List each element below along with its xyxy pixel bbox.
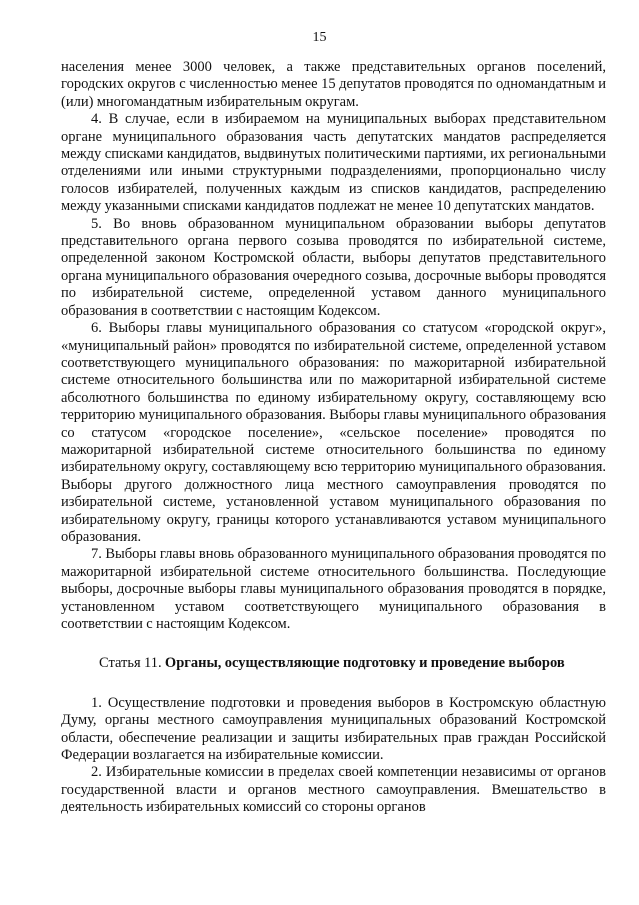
paragraph-item-7: 7. Выборы главы вновь образованного муниципального образования проводятся по мажоритарной избирательной системе относительного большинства. Последующие выборы, досрочные выборы главы муниципального образования проводятся в порядке, установленном уставом соответствующего муниципального образования в соответствии с настоящим Кодексом. (61, 546, 606, 632)
paragraph-item-5: 5. Во вновь образованном муниципальном образовании выборы депутатов представительного органа первого созыва проводятся по избирательной системе, определенной законом Костромской области, выборы депутатов представительного органа муниципального образования очередного созыва, досрочные выборы проводятся по избирательной системе, определенной уставом данного муниципального образования в соответствии с настоящим Кодексом. (61, 215, 606, 319)
paragraph-item-4: 4. В случае, если в избираемом на муниципальных выборах представительном органе муниципального образования часть депутатских мандатов распределяется между списками кандидатов, выдвинутых политическими партиями, их региональными отделениями или иными структурными подразделениями, пропорционально числу голосов избирателей, полученных каждым из списков кандидатов, распределению между указанными списками кандидатов подлежат не менее 10 депутатских мандатов. (61, 111, 606, 215)
article-number: Статья 11. (99, 655, 165, 672)
page-number: 15 (312, 30, 327, 45)
paragraph-article-item-1: 1. Осуществление подготовки и проведения выборов в Костромскую областную Думу, органы местного самоуправления муниципальных образований Костромской области, обеспечение реализации и защиты избирательных прав граждан Российской Федерации возлагается на избирательные комиссии. (61, 694, 606, 764)
article-title: Органы, осуществляющие подготовку и проведение выборов (164, 655, 565, 672)
paragraph-item-6: 6. Выборы главы муниципального образования со статусом «городской округ», «муниципальный район» проводятся по избирательной системе, определенной уставом соответствующего муниципального образования: по мажоритарной избирательной системе относительного большинства или по мажоритарной избирательной системе абсолютного большинства по единому избирательному округу, составляющему всю территорию муниципального образования. Выборы главы муниципального образования со статусом «городское поселение», «сельское поселение» проводятся по мажоритарной избирательной системе относительного большинства по единому избирательному округу, составляющему всю территорию муниципального образования. Выборы другого должностного лица местного самоуправления проводятся по избирательной системе, установленной уставом муниципального образования по избирательному округу, границы которого устанавливаются уставом муниципального образования. (61, 320, 606, 545)
paragraph-article-item-2: 2. Избирательные комиссии в пределах своей компетенции независимы от органов государственной власти и органов местного самоуправления. Вмешательство в деятельность избирательных комиссий со стороны органов (61, 764, 606, 816)
article-heading (61, 655, 606, 672)
paragraph-continuation: населения менее 3000 человек, а также представительных органов поселений, городских округов с численностью менее 15 депутатов проводятся по одномандатным и (или) многомандатным избирательным округам. (61, 59, 606, 110)
document-body (61, 59, 606, 817)
